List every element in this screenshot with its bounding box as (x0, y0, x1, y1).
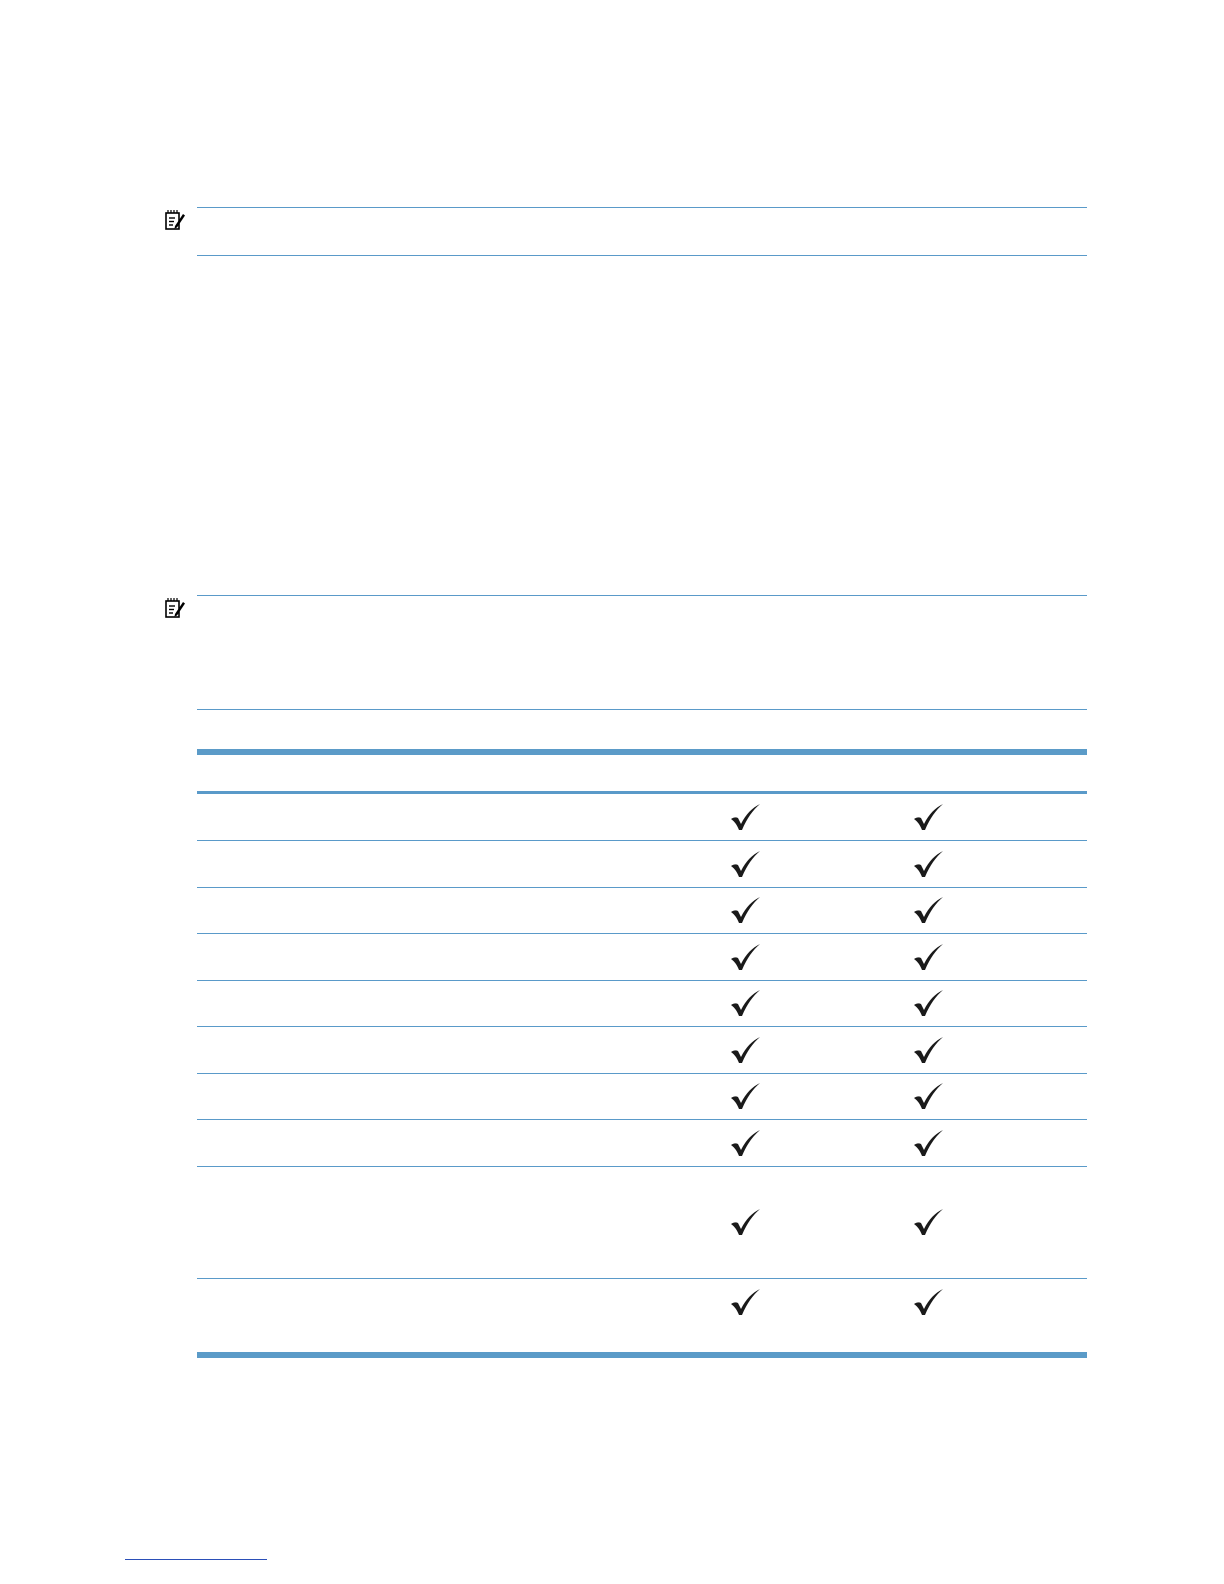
table-row-divider (197, 1026, 1087, 1027)
note-top-rule (197, 207, 1087, 208)
checkmark-icon (729, 989, 761, 1017)
table-row-divider (197, 933, 1087, 934)
note-bottom-rule (197, 255, 1087, 256)
checkmark-icon (912, 943, 944, 971)
checkmark-icon (729, 1036, 761, 1064)
checkmark-icon (729, 896, 761, 924)
checkmark-icon (729, 1082, 761, 1110)
table-row-divider (197, 887, 1087, 888)
footer-link-rule (125, 1559, 267, 1560)
table-header-rule (197, 791, 1087, 794)
checkmark-icon (729, 850, 761, 878)
table-row-divider (197, 1073, 1087, 1074)
table-bottom-rule (197, 1352, 1087, 1358)
checkmark-icon (912, 989, 944, 1017)
checkmark-icon (912, 1288, 944, 1316)
checkmark-icon (912, 850, 944, 878)
checkmark-icon (729, 1129, 761, 1157)
table-row-divider (197, 1119, 1087, 1120)
checkmark-icon (729, 943, 761, 971)
checkmark-icon (912, 1129, 944, 1157)
checkmark-icon (729, 803, 761, 831)
table-top-rule (197, 749, 1087, 755)
table-row-divider (197, 840, 1087, 841)
note-bottom-rule (197, 709, 1087, 710)
table-row-divider (197, 980, 1087, 981)
checkmark-icon (912, 1036, 944, 1064)
checkmark-icon (729, 1288, 761, 1316)
note-icon (165, 597, 185, 619)
checkmark-icon (912, 803, 944, 831)
checkmark-icon (912, 1208, 944, 1236)
table-row-divider (197, 1278, 1087, 1279)
note-icon (165, 209, 185, 231)
table-row-divider (197, 1166, 1087, 1167)
checkmark-icon (729, 1208, 761, 1236)
note-top-rule (197, 595, 1087, 596)
checkmark-icon (912, 896, 944, 924)
checkmark-icon (912, 1082, 944, 1110)
